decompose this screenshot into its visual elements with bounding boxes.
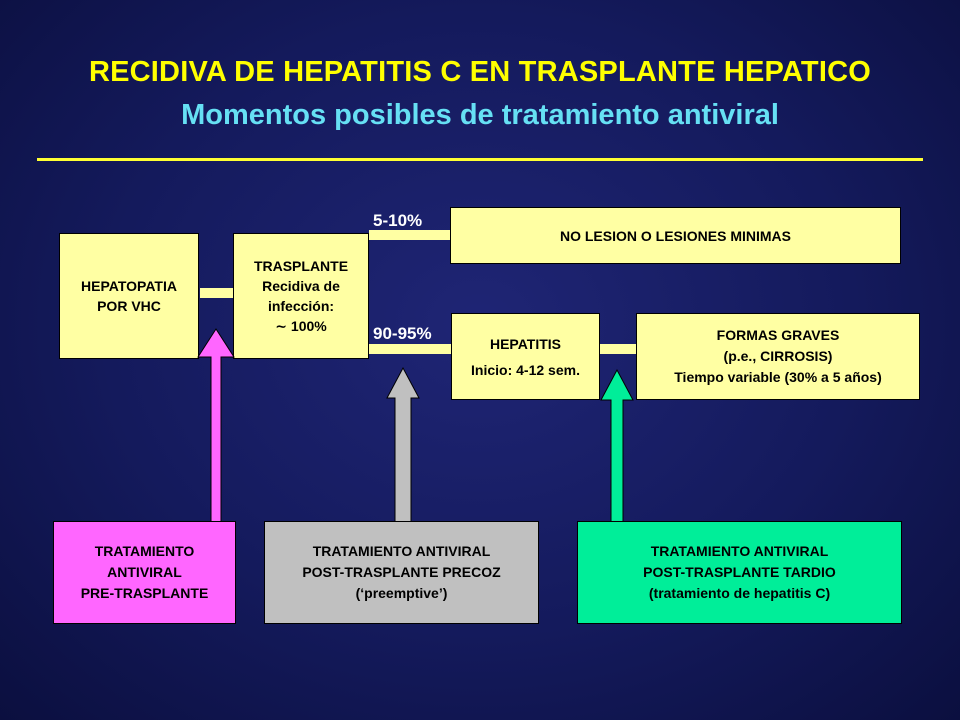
treatment-tardio-line-3: (tratamiento de hepatitis C) [648, 585, 831, 601]
formas-graves-line-3: Tiempo variable (30% a 5 años) [674, 369, 882, 385]
trasplante-line-2: Recidiva de [262, 278, 340, 294]
hepatopatia-line-2: POR VHC [97, 298, 161, 314]
treatment-tardio-box [577, 521, 902, 624]
arrow-pre-trasplante [198, 329, 234, 524]
no-lesion-box [450, 207, 901, 264]
no-lesion-text: NO LESION O LESIONES MINIMAS [559, 227, 792, 244]
trasplante-line-4: ∼ 100% [275, 318, 327, 334]
trasplante-line-1: TRASPLANTE [253, 258, 349, 274]
treatment-pre-line-2: ANTIVIRAL [107, 564, 182, 580]
formas-graves-line-1: FORMAS GRAVES [716, 327, 840, 343]
treatment-pre-line-3: PRE-TRASPLANTE [80, 585, 209, 601]
connector-hepatopatia-trasplante [200, 288, 234, 298]
hepatopatia-line-1: HEPATOPATIA [81, 278, 177, 294]
formas-graves-box [636, 313, 920, 400]
hepatopatia-box [59, 233, 199, 359]
percent-major-label: 90-95% [373, 324, 432, 343]
hepatitis-line-1: HEPATITIS [489, 335, 562, 352]
arrow-tardio [601, 370, 633, 522]
arrow-precoz [387, 368, 419, 522]
title-divider [37, 158, 923, 161]
treatment-pre-line-1: TRATAMIENTO [94, 543, 195, 559]
treatment-pre-box [53, 521, 236, 624]
connector-trasplante-no-lesion [369, 230, 451, 240]
trasplante-box [233, 233, 369, 359]
trasplante-line-3: infección: [267, 298, 335, 314]
hepatitis-box [451, 313, 600, 400]
treatment-precoz-line-3: (‘preemptive’) [355, 585, 448, 601]
slide-subtitle: Momentos posibles de tratamiento antiviral [181, 99, 779, 131]
slide-title: RECIDIVA DE HEPATITIS C EN TRASPLANTE HEPATICO [88, 56, 872, 88]
treatment-precoz-line-2: POST-TRASPLANTE PRECOZ [302, 564, 501, 580]
treatment-precoz-box [264, 521, 539, 624]
connector-hepatitis-formas-graves [600, 344, 636, 354]
hepatitis-line-2: Inicio: 4-12 sem. [471, 361, 580, 378]
connector-trasplante-hepatitis [369, 344, 451, 354]
treatment-precoz-line-1: TRATAMIENTO ANTIVIRAL [312, 543, 491, 559]
formas-graves-line-2: (p.e., CIRROSIS) [723, 348, 833, 364]
treatment-tardio-line-1: TRATAMIENTO ANTIVIRAL [650, 543, 829, 559]
treatment-tardio-line-2: POST-TRASPLANTE TARDIO [643, 564, 836, 580]
percent-minor-label: 5-10% [373, 211, 423, 230]
